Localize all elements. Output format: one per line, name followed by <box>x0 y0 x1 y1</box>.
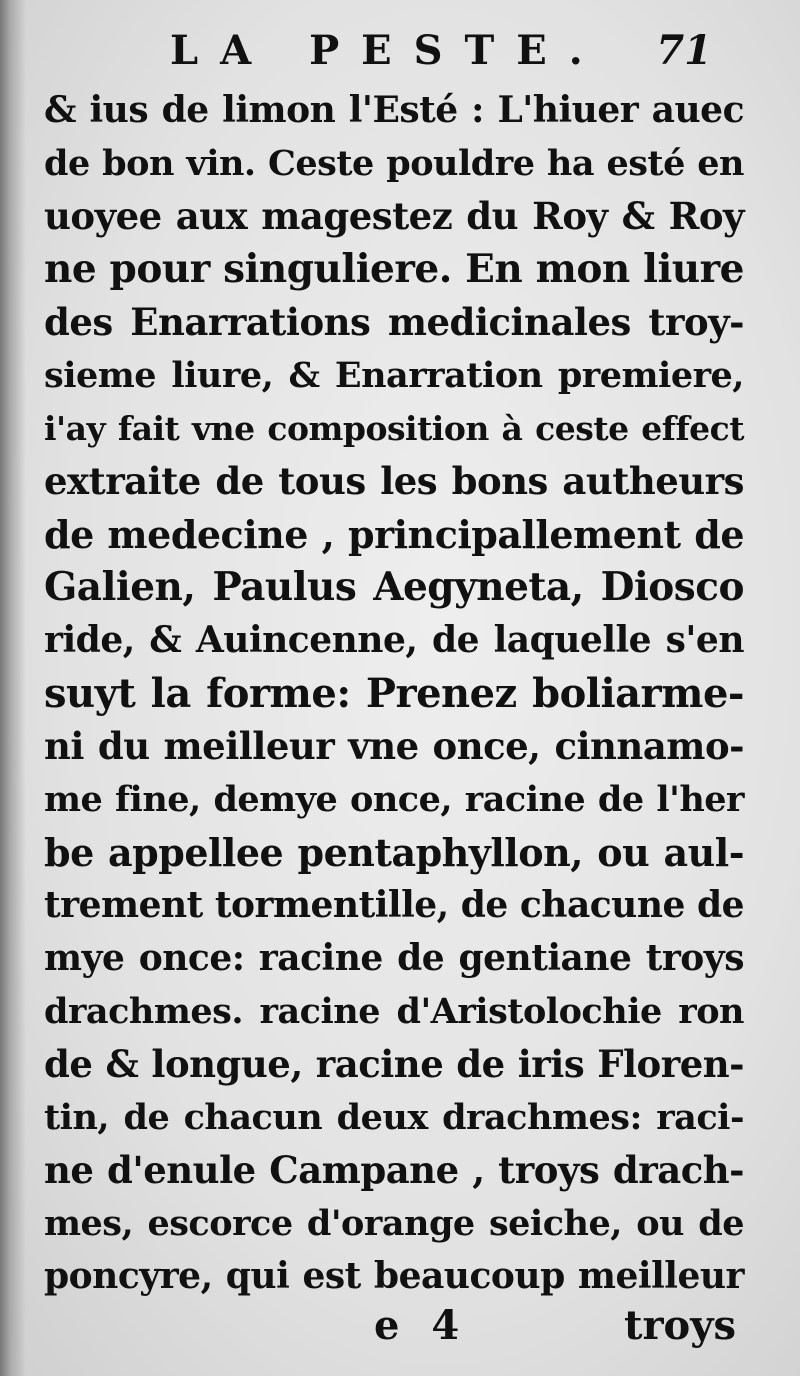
page-footer <box>44 1298 744 1354</box>
text-line: de & longue, racine de iris Floren- <box>44 1042 744 1086</box>
text-line: sieme liure, & Enarration premiere, <box>44 355 744 396</box>
text-line: des Enarrations medicinales troy- <box>44 300 744 344</box>
signature-mark: e 4 <box>374 1302 460 1349</box>
gutter-shadow <box>0 0 26 1376</box>
text-line: trement tormentille, de chacune de <box>44 884 745 926</box>
text-line: mes, escorce d'orange seiche, ou de <box>44 1203 744 1244</box>
text-line: Galien, Paulus Aegyneta, Diosco <box>44 564 744 610</box>
text-line: uoyee aux magestez du Roy & Roy <box>44 194 744 238</box>
body-text <box>44 84 744 1303</box>
text-line: i'ay fait vne composition à ceste effect <box>44 409 744 448</box>
page-header <box>170 26 730 76</box>
text-line: ne d'enule Campane , troys drach- <box>44 1148 744 1192</box>
text-line: drachmes. racine d'Aristolochie ron <box>44 991 744 1032</box>
text-line: de bon vin. Ceste pouldre ha esté en <box>44 143 744 184</box>
text-line: & ius de limon l'Esté : L'hiuer auec <box>44 89 744 131</box>
text-line: be appellee pentaphyllon, ou aul- <box>44 830 744 875</box>
text-line: mye once: racine de gentiane troys <box>44 937 744 979</box>
text-line: ride, & Auincenne, de laquelle s'en <box>44 619 744 661</box>
text-line: poncyre, qui est beaucoup meilleur <box>44 1255 744 1297</box>
text-line: me fine, demye once, racine de l'her <box>44 779 744 820</box>
text-line: de medecine , principallement de <box>44 512 744 557</box>
text-line: ne pour singuliere. En mon liure <box>44 246 744 292</box>
text-line: extraite de tous les bons autheurs <box>44 459 744 503</box>
catchword: troys <box>624 1302 736 1349</box>
text-line: suyt la forme: Prenez boliarme- <box>44 670 744 717</box>
page-number: 71 <box>656 27 712 74</box>
text-line: ni du meilleur vne once, cinnamo- <box>44 724 744 768</box>
text-line: tin, de chacun deux drachmes: raci- <box>44 1097 744 1138</box>
running-title: LA PESTE. <box>170 27 605 74</box>
